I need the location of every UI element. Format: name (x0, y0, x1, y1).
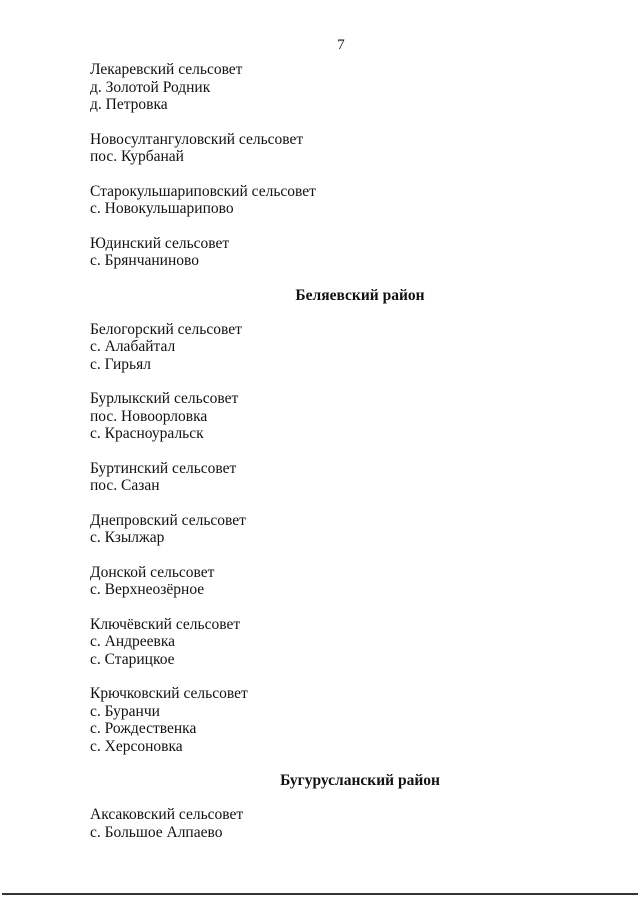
selsovet-name: Ключёвский сельсовет (90, 615, 241, 633)
selsovet-group (90, 321, 610, 374)
settlement-name: с. Новокульшарипово (90, 200, 234, 217)
page-bottom-edge-line (2, 893, 638, 895)
selsovet-group (90, 61, 610, 114)
selsovet-name: Крючковский сельсовет (90, 685, 248, 702)
settlement-name: с. Верхнеозёрное (90, 581, 205, 598)
selsovet-name: Юдинский сельсовет (90, 234, 230, 252)
settlement-name: с. Андреевка (90, 633, 176, 650)
settlement-name: с. Кзылжар (90, 529, 165, 546)
selsovet-name: Старокульшариповский сельсовет (90, 182, 316, 200)
settlement-name: д. Петровка (90, 96, 168, 113)
settlement-name: с. Большое Алпаево (90, 823, 223, 841)
section-continuation (90, 61, 610, 270)
page-number: 7 (337, 37, 345, 53)
selsovet-name: Донской сельсовет (90, 563, 215, 581)
selsovet-name: Лекаревский сельсовет (90, 61, 243, 78)
settlement-name: с. Гирьял (90, 355, 151, 373)
selsovet-name: Бурлыкский сельсовет (90, 390, 239, 407)
selsovet-name: Буртинский сельсовет (90, 459, 237, 477)
settlement-name: пос. Новоорловка (90, 407, 208, 425)
selsovet-name: Новосултангуловский сельсовет (90, 130, 304, 148)
selsovet-group (90, 183, 610, 218)
selsovet-group (90, 806, 610, 841)
selsovet-group (90, 390, 610, 443)
settlement-name: с. Херсоновка (90, 737, 183, 755)
selsovet-group (90, 235, 610, 270)
section-district (90, 287, 610, 756)
settlement-name: пос. Курбанай (90, 148, 184, 165)
settlement-name: с. Рождественка (90, 720, 197, 737)
settlement-name: пос. Сазан (90, 477, 160, 494)
selsovet-name: Днепровский сельсовет (90, 511, 246, 529)
settlement-name: д. Золотой Родник (90, 78, 211, 96)
document-body (90, 61, 610, 841)
selsovet-group (90, 564, 610, 599)
selsovet-group (90, 685, 610, 755)
settlement-name: с. Красноуральск (90, 425, 204, 442)
selsovet-group (90, 131, 610, 166)
settlement-name: с. Брянчаниново (90, 252, 199, 269)
district-heading: Беляевский район (295, 286, 425, 304)
settlement-name: с. Старицкое (90, 650, 175, 668)
selsovet-group (90, 512, 610, 547)
settlement-name: с. Буранчи (90, 702, 160, 720)
settlement-name: с. Алабайтал (90, 338, 176, 355)
selsovet-group (90, 616, 610, 669)
section-district (90, 772, 610, 841)
selsovet-name: Белогорский сельсовет (90, 320, 242, 338)
district-heading: Бугурусланский район (280, 772, 440, 789)
selsovet-name: Аксаковский сельсовет (90, 806, 244, 823)
selsovet-group (90, 460, 610, 495)
